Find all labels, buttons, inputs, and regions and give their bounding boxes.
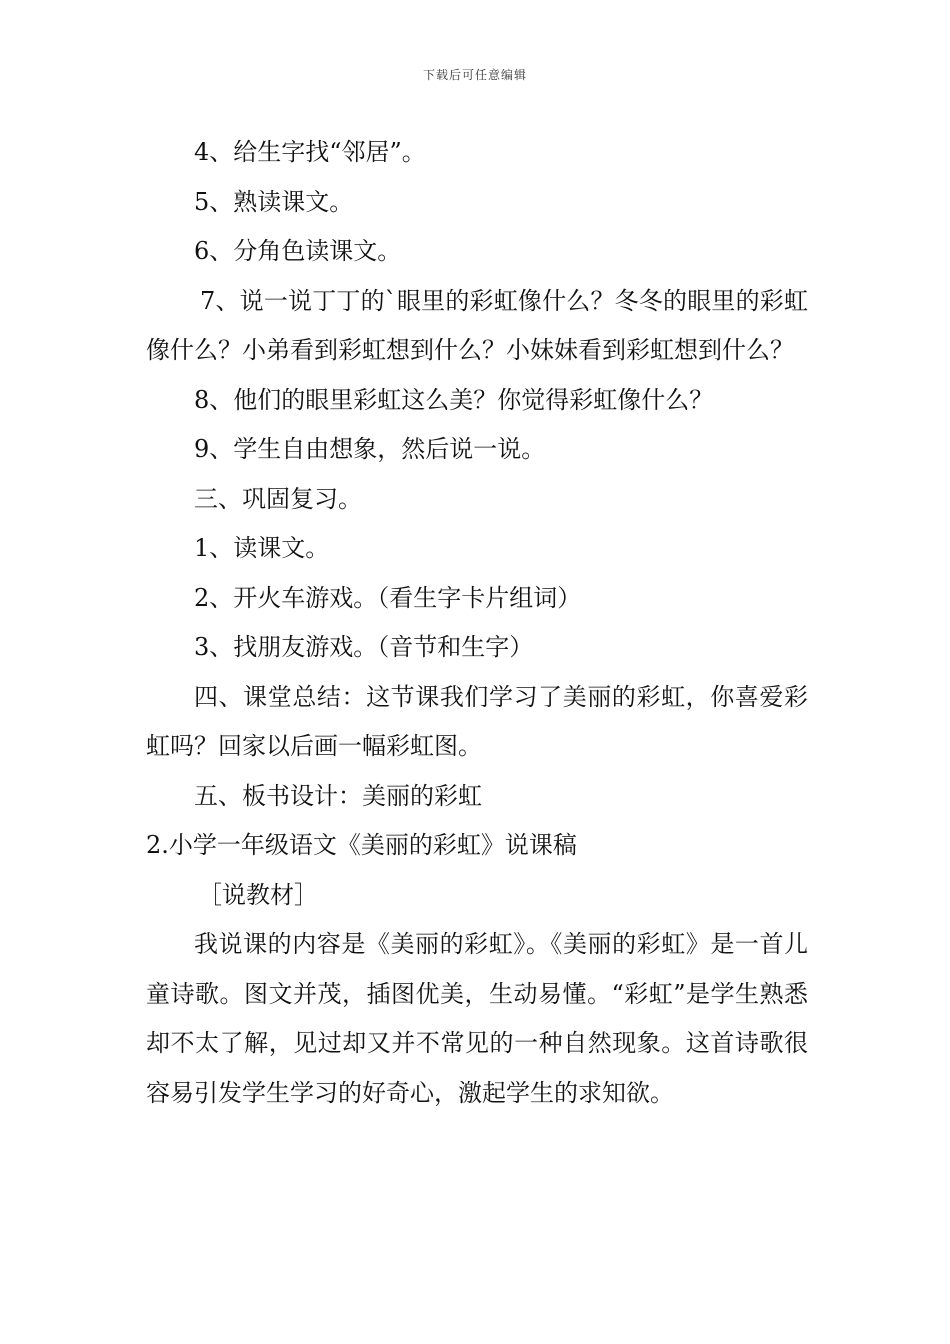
summary-paragraph: 四、课堂总结：这节课我们学习了美丽的彩虹，你喜爱彩虹吗？回家以后画一幅彩虹图。	[146, 682, 808, 760]
review-item-2: 2、开火车游戏。（看生字卡片组词）	[194, 583, 582, 612]
lesson-title: 2.小学一年级语文《美丽的彩虹》说课稿	[146, 831, 577, 859]
paragraph-item-4: 4、给生字找“邻居”。	[194, 138, 426, 166]
paragraph-item-6: 6、分角色读课文。	[194, 237, 402, 265]
teaching-material-paragraph: 我说课的内容是《美丽的彩虹》。《美丽的彩虹》是一首儿童诗歌。图文并茂，插图优美，生动易懂。“彩虹”是学生熟悉却不太了解，见过却又并不常见的一种自然现象。这首诗歌很容易引发学生学习的好奇心，激起学生的求知欲。	[146, 930, 808, 1107]
board-design-paragraph: 五、板书设计：美丽的彩虹	[194, 781, 482, 810]
paragraph-item-8: 8、他们的眼里彩虹这么美？你觉得彩虹像什么？	[194, 385, 714, 414]
paragraph-item-7: 7、说一说丁丁的`眼里的彩虹像什么？冬冬的眼里的彩虹像什么？小弟看到彩虹想到什么？小妹妹看到彩虹想到什么？	[146, 286, 808, 364]
section-heading-review: 三、巩固复习。	[194, 484, 362, 513]
paragraph-item-5: 5、熟读课文。	[194, 187, 354, 216]
review-item-1: 1、读课文。	[194, 534, 330, 562]
review-item-3: 3、找朋友游戏。（音节和生字）	[194, 633, 534, 661]
document-body	[146, 128, 808, 1118]
header-note: 下载后可任意编辑	[422, 68, 527, 82]
teaching-material-heading: ［说教材］	[198, 880, 318, 909]
paragraph-item-9: 9、学生自由想象，然后说一说。	[194, 435, 546, 463]
